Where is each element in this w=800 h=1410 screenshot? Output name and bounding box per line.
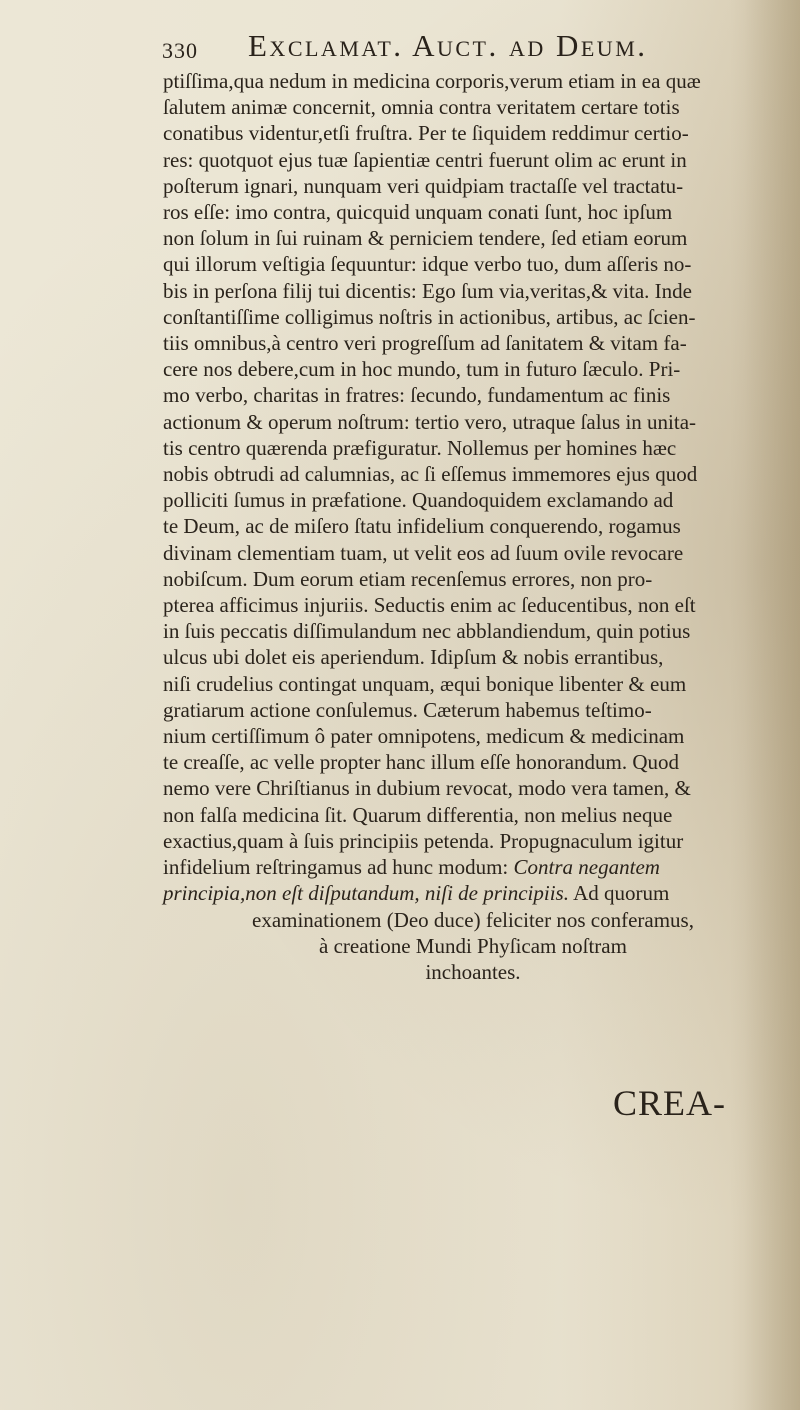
text-line: non falſa medicina ſit. Quarum differentia, non melius neque — [163, 802, 673, 827]
running-head — [162, 28, 722, 64]
text-line: nobis obtrudi ad calumnias, ac ſi eſſemus immemores ejus quod — [163, 462, 698, 487]
body-text — [163, 68, 783, 985]
text-line: in ſuis peccatis diſſimulandum nec abblandiendum, quin potius — [163, 619, 691, 644]
running-title: Exclamat. Auct. ad Deum. — [248, 28, 648, 63]
page-number: 330 — [162, 38, 198, 63]
italic-maxim: principia,non eſt diſputandum, niſi de principiis. — [163, 881, 569, 906]
text-line: actionum & operum noſtrum: tertio vero, utraque ſalus in unita- — [163, 409, 697, 434]
text-line: tis centro quærenda præfiguratur. Nollemus per homines hæc — [163, 435, 677, 460]
text-line: nium certiſſimum ô pater omnipotens, medicum & medicinam — [163, 724, 685, 749]
text-line: divinam clementiam tuam, ut velit eos ad ſuum ovile revocare — [163, 540, 684, 565]
text-line: ulcus ubi dolet eis aperiendum. Idipſum & nobis errantibus, — [163, 645, 664, 670]
text-line: inchoantes. — [425, 959, 521, 984]
text-line: poſterum ignari, nunquam veri quidpiam tractaſſe vel tractatu- — [163, 173, 684, 198]
text-line: te creaſſe, ac velle propter hanc illum eſſe honorandum. Quod — [163, 750, 680, 775]
text-line-roman: Ad quorum — [573, 881, 670, 906]
text-line: à creatione Mundi Phyſicam noſtram — [319, 933, 627, 958]
text-line: cere nos debere,cum in hoc mundo, tum in futuro ſæculo. Pri- — [163, 357, 681, 382]
text-line: ſalutem animæ concernit, omnia contra veritatem certare totis — [163, 95, 680, 120]
text-line: nobiſcum. Dum eorum etiam recenſemus errores, non pro- — [163, 566, 653, 591]
text-line: polliciti ſumus in præfatione. Quandoquidem exclamando ad — [163, 488, 674, 513]
text-line: qui illorum veſtigia ſequuntur: idque verbo tuo, dum aſſeris no- — [163, 252, 692, 277]
italic-phrase: Contra negantem — [513, 855, 660, 880]
text-line: non ſolum in ſui ruinam & perniciem tendere, ſed etiam eorum — [163, 226, 688, 251]
text-line: res: quotquot ejus tuæ ſapientiæ centri fuerunt olim ac erunt in — [163, 147, 687, 172]
text-line: bis in perſona filij tui dicentis: Ego ſum via,veritas,& vita. Inde — [163, 278, 692, 303]
text-line: te Deum, ac de miſero ſtatu infidelium conquerendo, rogamus — [163, 514, 681, 539]
text-line — [163, 854, 783, 880]
text-line — [163, 880, 783, 906]
text-line: tiis omnibus,à centro veri progreſſum ad ſanitatem & vitam fa- — [163, 331, 687, 356]
text-line: ptiſſima,qua nedum in medicina corporis,verum etiam in ea quæ — [163, 69, 701, 93]
text-line: conatibus videntur,etſi fruſtra. Per te ſiquidem reddimur certio- — [163, 121, 689, 146]
text-line: pterea afficimus injuriis. Seductis enim ac ſeducentibus, non eſt — [163, 593, 696, 618]
text-line: conſtantiſſime colligimus noſtris in actionibus, artibus, ac ſcien- — [163, 304, 696, 329]
catchword: CREA- — [613, 1083, 726, 1123]
text-line: gratiarum actione conſulemus. Cæterum habemus teſtimo- — [163, 697, 652, 722]
text-line: mo verbo, charitas in fratres: ſecundo, fundamentum ac finis — [163, 383, 671, 408]
text-line-roman: infidelium reſtringamus ad hunc modum: — [163, 855, 509, 880]
text-line: examinationem (Deo duce) feliciter nos conferamus, — [252, 907, 694, 932]
text-line: exactius,quam à ſuis principiis petenda. Propugnaculum igitur — [163, 828, 684, 853]
text-line: niſi crudelius contingat unquam, æqui bonique libenter & eum — [163, 671, 687, 696]
text-line: ros eſſe: imo contra, quicquid unquam conati ſunt, hoc ipſum — [163, 200, 673, 225]
text-line: nemo vere Chriſtianus in dubium revocat, modo vera tamen, & — [163, 776, 691, 801]
